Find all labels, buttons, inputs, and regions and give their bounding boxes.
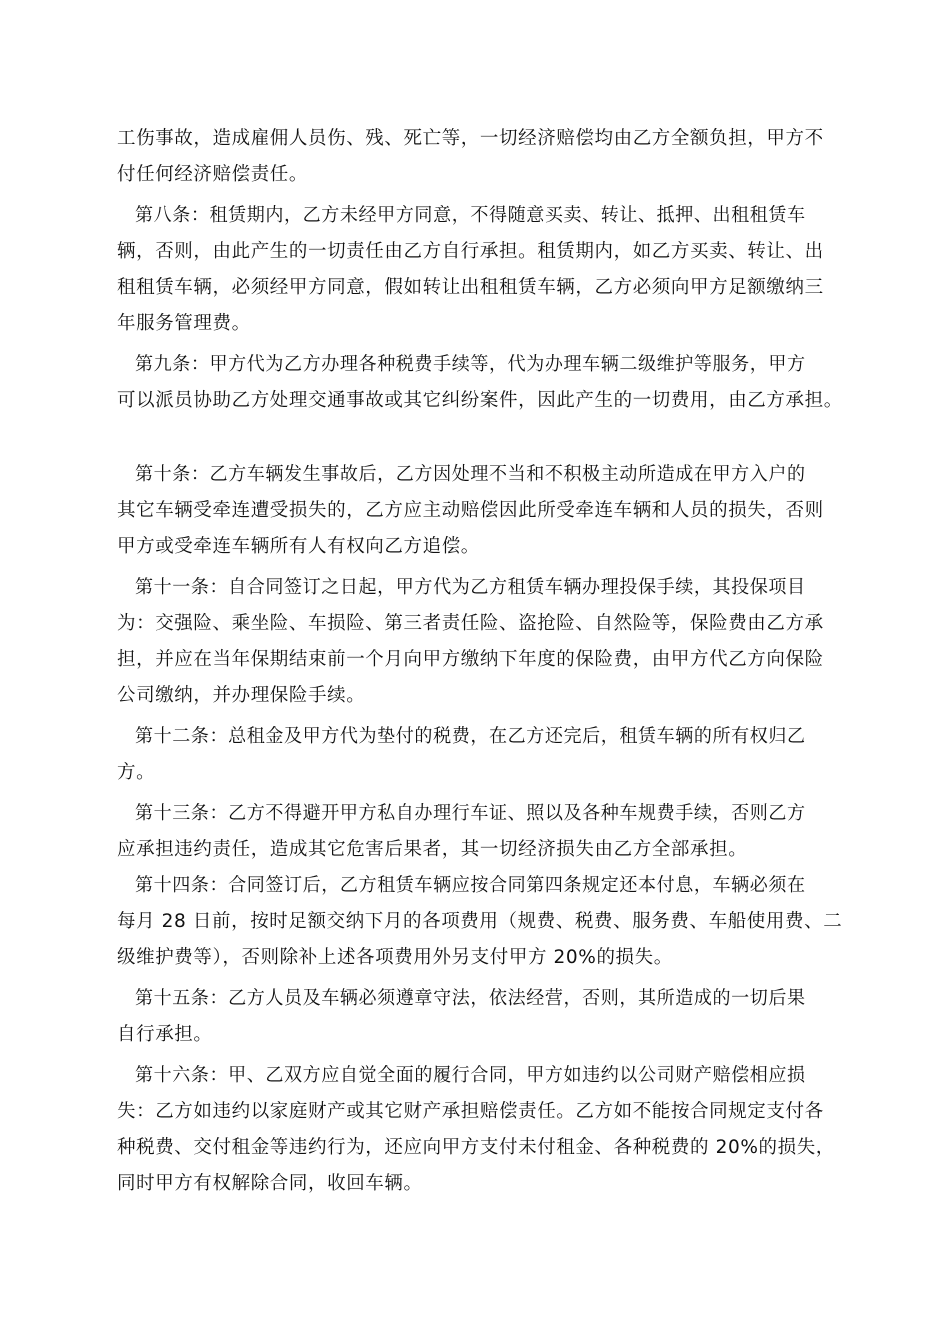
text-line: 付任何经济赔偿责任。 [117,164,309,185]
clause-16-line: 同时甲方有权解除合同，收回车辆。 [117,1173,423,1194]
clause-12-line: 方。 [117,762,156,783]
clause-10-line: 第十条：乙方车辆发生事故后，乙方因处理不当和不积极主动所造成在甲方入户的 [135,464,806,485]
clause-8-line: 年服务管理费。 [117,313,251,334]
clause-9-line: 第九条：甲方代为乙方办理各种税费手续等，代为办理车辆二级维护等服务，甲方 [135,354,806,375]
clause-16-line: 失：乙方如违约以家庭财产或其它财产承担赔偿责任。乙方如不能按合同规定支付各 [117,1101,824,1122]
clause-14-line: 级维护费等），否则除补上述各项费用外另支付甲方 20%的损失。 [117,947,673,968]
clause-14-line: 第十四条：合同签订后，乙方租赁车辆应按合同第四条规定还本付息，车辆必须在 [135,875,806,896]
text-line: 工伤事故，造成雇佣人员伤、残、死亡等，一切经济赔偿均由乙方全额负担，甲方不 [117,128,824,149]
clause-11-line: 担，并应在当年保期结束前一个月向甲方缴纳下年度的保险费，由甲方代乙方向保险 [117,649,824,670]
clause-10-line: 其它车辆受牵连遭受损失的，乙方应主动赔偿因此所受牵连车辆和人员的损失，否则 [117,500,824,521]
clause-13-line: 应承担违约责任，造成其它危害后果者，其一切经济损失由乙方全部承担。 [117,839,748,860]
clause-15-line: 第十五条：乙方人员及车辆必须遵章守法，依法经营，否则，其所造成的一切后果 [135,988,806,1009]
clause-11-line: 第十一条：自合同签订之日起，甲方代为乙方租赁车辆办理投保手续，其投保项目 [135,577,806,598]
clause-8-line: 辆，否则，由此产生的一切责任由乙方自行承担。租赁期内，如乙方买卖、转让、出 [117,241,824,262]
clause-15-line: 自行承担。 [117,1024,213,1045]
clause-11-line: 公司缴纳，并办理保险手续。 [117,685,366,706]
clause-11-line: 为：交强险、乘坐险、车损险、第三者责任险、盗抢险、自然险等，保险费由乙方承 [117,613,824,634]
clause-14-line: 每月 28 日前，按时足额交纳下月的各项费用（规费、税费、服务费、车船使用费、二 [117,911,843,932]
clause-13-line: 第十三条：乙方不得避开甲方私自办理行车证、照以及各种车规费手续，否则乙方 [135,803,806,824]
clause-8-line: 租租赁车辆，必须经甲方同意，假如转让出租租赁车辆，乙方必须向甲方足额缴纳三 [117,277,824,298]
clause-16-line: 种税费、交付租金等违约行为，还应向甲方支付未付租金、各种税费的 20%的损失， [117,1137,835,1158]
clause-9-line: 可以派员协助乙方处理交通事故或其它纠纷案件，因此产生的一切费用，由乙方承担。 [117,390,843,411]
clause-8-line: 第八条：租赁期内，乙方未经甲方同意，不得随意买卖、转让、抵押、出租租赁车 [135,205,806,226]
clause-16-line: 第十六条：甲、乙双方应自觉全面的履行合同，甲方如违约以公司财产赔偿相应损 [135,1065,806,1086]
clause-12-line: 第十二条：总租金及甲方代为垫付的税费，在乙方还完后，租赁车辆的所有权归乙 [135,726,806,747]
clause-10-line: 甲方或受牵连车辆所有人有权向乙方追偿。 [117,536,480,557]
